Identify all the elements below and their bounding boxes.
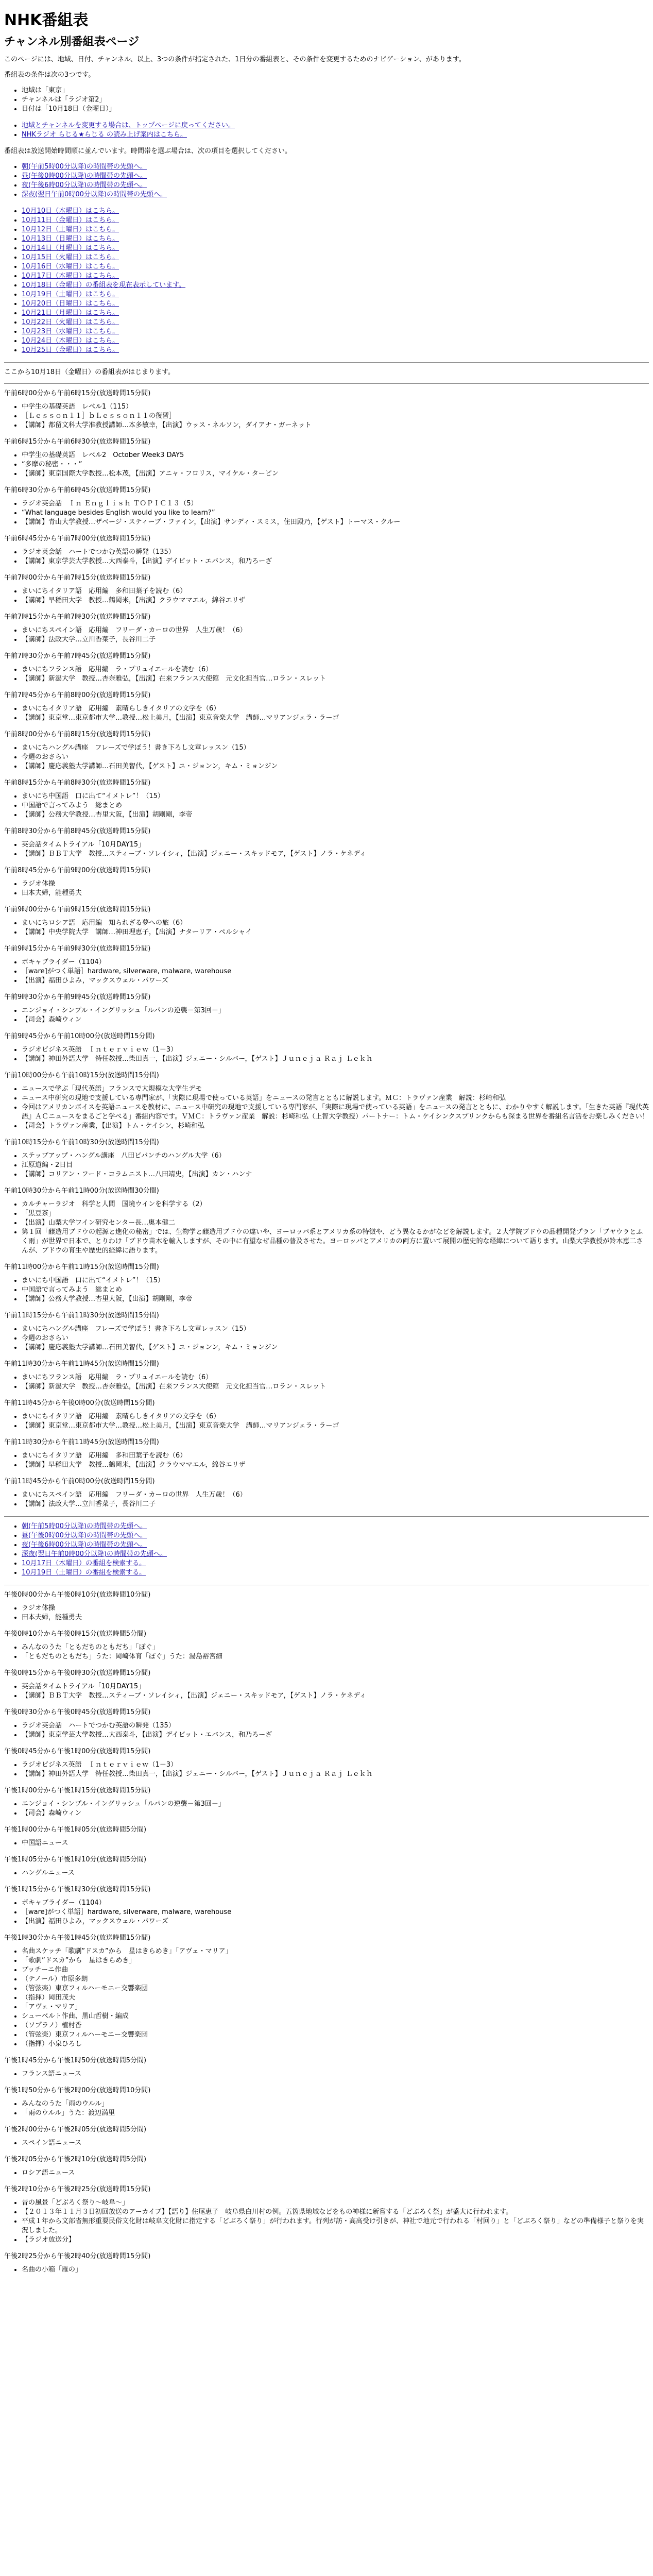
program-detail: • 【ラジオ放送分】 [22,2235,649,2245]
program-slot [4,730,649,771]
time-link-morning[interactable]: 朝(午前5時00分以降)の時間帯の先頭へ。 [22,163,147,171]
date-link[interactable]: 10月25日（金曜日）はこちら。 [22,346,119,354]
slot-time: 午後1時30分から午後1時45分(放送時間15分間) [4,1934,151,1942]
program-slot [4,1477,649,1509]
slot-time: 午後0時30分から午後0時45分(放送時間15分間) [4,1708,151,1716]
slot-time: 午後0時00分から午後0時10分(放送時間10分間) [4,1591,151,1599]
program-detail: • 【講師】東京堂…東京都市大学…教授…松上美月，【出演】東京音楽大学 講師…マリアンジェラ・ラーゴ [22,1421,649,1431]
program-slot [4,2056,649,2079]
program-detail: • 平成１年から文部省無形重要民俗文化財は岐阜文化財に指定する「どぶろく祭り」が行われます。行列が訪・高高受け引きが、神社で地元で行われる「村回り」と「どぶろく祭り」などの準備様子と祭りを実況しました。 [22,2217,649,2235]
program-title: • フランス語ニュース [22,2070,649,2079]
time-link-evening[interactable]: 夜(午後6時00分以降)の時間帯の先頭へ。 [22,181,147,189]
program-detail: • 【講師】ＢＢＴ大学 教授…スティーブ・ソレイシィ，【出演】ジェニー・スキッドモア，【ゲスト】ノラ・ケネディ [22,850,649,859]
program-slot [4,1311,649,1352]
program-detail: • ［Ｌｅｓｓｏｎ１１］ｂＬｅｓｓｏｎ１１の復習］ [22,412,649,421]
program-detail: • 【出演】山梨大学ワイン研究センター長…奥本健二 [22,1218,649,1228]
program-detail: • 【２０１３年１１月３日初回放送のアーカイブ】【語り】住尾恵子 岐阜県白川村の例。五箇県地域などをもの神様に新嘗する「どぶろく祭」が盛大に行われます。 [22,2208,649,2217]
program-detail: • 【講師】公務大学教授…杏里大阪，【出演】胡剛剛，李帝 [22,1295,649,1304]
program-slot [4,1399,649,1431]
program-detail: • 【講師】神田外語大学 特任教授…柴田真一，【出演】ジェニー・シルバー，【ゲスト】Ｊｕｎｅｊａ Ｒａｊ Ｌｅｋｈ [22,1055,649,1064]
program-detail: • （管弦楽）東京フィルハーモニー交響楽団 [22,1984,649,1993]
slot-time: 午後1時00分から午後1時05分(放送時間5分間) [4,1826,147,1834]
program-title: • エンジョイ・シンプル・イングリッシュ「ルパンの逆襲－第3回－」 [22,1800,649,1809]
slot-time: 午後1時50分から午後2時00分(放送時間10分間) [4,2087,151,2094]
program-slot [4,2185,649,2245]
slot-time: 午前11時15分から午前11時30分(放送時間15分間) [4,1312,159,1319]
program-detail: • （指揮）小泉ひろし [22,2040,649,2049]
program-slot [4,1885,649,1926]
program-title: • まいにちハングル講座 フレーズで学ぼう！書き下ろし文章レッスン（15） [22,743,649,753]
date-link[interactable]: 10月21日（月曜日）はこちら。 [22,309,119,317]
program-detail: • 【講師】法政大学…立川香菜子，長谷川二子 [22,635,649,645]
program-title: • まいにちイタリア語 応用編 多和田葉子を読む（6） [22,1451,649,1461]
nav-note: 番組表は放送開始時間順に並んでいます。時間帯を選ぶ場合は、次の項目を選択してください。 [4,147,291,155]
program-title: • まいにち中国語 口に出て“イメトレ”！（15） [22,792,649,801]
mid-link[interactable]: 夜(午後6時00分以降)の時間帯の先頭へ。 [22,1541,147,1549]
mid-link[interactable]: 昼(午後0時00分以降)の時間帯の先頭へ。 [22,1532,147,1539]
program-detail: • 【講師】コリアン・フード・コラムニスト…八田靖史，【出演】カン・ハンナ [22,1170,649,1179]
program-title: • まいにちイタリア語 応用編 素晴らしきイタリアの文学を（6） [22,1412,649,1421]
date-link[interactable]: 10月12日（土曜日）はこちら。 [22,226,119,233]
page-title: NHK番組表 [4,11,89,29]
page-intro: このページには、地域、日付、チャンネル、以上、3つの条件が指定された、1日分の番組表と、その条件を変更するためのナビゲーション、があります。 [4,56,466,63]
program-detail: • “What language besides English would you like to learn?” [22,509,649,518]
program-slot [4,1187,649,1256]
program-title: • ラジオ体操 [22,1604,649,1613]
program-detail: • 「雨のウルル」うた：渡辺満里 [22,2109,649,2118]
slot-time: 午前11時30分から午前11時45分(放送時間15分間) [4,1438,159,1446]
page-subtitle: チャンネル別番組表ページ [4,36,140,48]
program-slot [4,573,649,605]
program-slot [4,993,649,1025]
program-detail: • 田本夫婦，能種勇夫 [22,1613,649,1622]
program-detail: • 【出演】福田ひよみ，マックスウェル・パワーズ [22,976,649,986]
slot-time: 午前10時00分から午前10時15分(放送時間15分間) [4,1072,159,1079]
mid-links [4,1522,649,1578]
top-links [4,121,649,140]
slot-time: 午前9時15分から午前9時30分(放送時間15分間) [4,945,151,953]
program-slot [4,1786,649,1818]
program-detail: • 【講師】公務大学教授…杏里大阪，【出演】胡剛剛，李帝 [22,810,649,820]
program-detail: • 【講師】慶応義塾大学講師…石田美智代，【ゲスト】ユ・ジョンン，キム・ミョンジン [22,762,649,771]
date-link[interactable]: 10月23日（水曜日）はこちら。 [22,328,119,335]
program-title: • まいにちロシア語 応用編 知られざる夢への旅（6） [22,919,649,928]
conditions-heading: 番組表の条件は次の3つです。 [4,71,95,79]
date-link[interactable]: 10月13日（日曜日）はこちら。 [22,235,119,243]
program-detail: • 【出演】福田ひよみ，マックスウェル・パワーズ [22,1917,649,1926]
program-title: • まいにちスペイン語 応用編 フリーダ・カーロの世界 人生万歳！（6） [22,626,649,635]
divider [4,1516,649,1517]
slot-time: 午前8時15分から午前8時30分(放送時間15分間) [4,779,151,787]
program-title: • ラジオ体操 [22,879,649,889]
program-detail: • （指揮）岡田茂夫 [22,1993,649,2003]
program-slot [4,2125,649,2148]
program-title: • ハングルニュース [22,1869,649,1878]
slot-time: 午後1時05分から午後1時10分(放送時間5分間) [4,1856,147,1863]
slot-time: 午後1時15分から午後1時30分(放送時間15分間) [4,1886,151,1893]
program-slot [4,1590,649,1622]
program-detail: • 中国語で言ってみよう 総まとめ [22,801,649,810]
date-link[interactable]: 10月10日（木曜日）はこちら。 [22,207,119,215]
condition-item: • 日付は「10月18日（金曜日）」 [22,105,649,114]
slot-time: 午前8時00分から午前8時15分(放送時間15分間) [4,731,151,738]
slot-time: 午前6時00分から午前6時15分(放送時間15分間) [4,389,151,397]
program-slot [4,1934,649,2049]
program-title: • 中学生の基礎英語 レベル1（115） [22,402,649,412]
slot-time: 午前11時30分から午前11時45分(放送時間15分間) [4,1360,159,1368]
slot-time: 午後2時05分から午後2時10分(放送時間5分間) [4,2156,147,2163]
slot-time: 午後2時10分から午後2時25分(放送時間15分間) [4,2185,151,2193]
date-link[interactable]: 10月19日（土曜日）はこちら。 [22,291,119,298]
slot-time: 午前9時00分から午前9時15分(放送時間15分間) [4,906,151,913]
slot-time: 午前6時30分から午前6時45分(放送時間15分間) [4,486,151,494]
divider [4,362,649,363]
program-title: • まいにちハングル講座 フレーズで学ぼう！書き下ろし文章レッスン（15） [22,1325,649,1334]
program-title: • ボキャブライダー（1104） [22,958,649,967]
slot-time: 午前9時30分から午前9時45分(放送時間15分間) [4,993,151,1001]
slot-time: 午後1時00分から午後1時15分(放送時間15分間) [4,1787,151,1794]
date-link[interactable]: 10月20日（日曜日）はこちら。 [22,300,119,308]
program-title: • 名曲の小箱「雁の」 [22,2265,649,2275]
date-link[interactable]: 10月14日（月曜日）はこちら。 [22,244,119,252]
program-slot [4,691,649,723]
slot-time: 午前8時30分から午前8時45分(放送時間15分間) [4,827,151,835]
program-detail: • 【講師】法政大学…立川香菜子，長谷川二子 [22,1500,649,1509]
program-detail: • （ソプラノ）植村香 [22,2021,649,2030]
program-slot [4,1438,649,1470]
program-slot [4,1630,649,1662]
slot-time: 午前8時45分から午前9時00分(放送時間15分間) [4,867,151,874]
mid-link[interactable]: 10月19日（土曜日）の番組を検索する。 [22,1569,146,1577]
date-links [4,207,649,355]
program-detail: • 【講師】新潟大学 教授…杏奈雅弘，【出演】在来フランス大使館 元文化担当官…ロラン・スレット [22,674,649,684]
program-title: • まいにちスペイン語 応用編 フリーダ・カーロの世界 人生万歳！（6） [22,1490,649,1500]
program-slot [4,389,649,430]
program-detail: • 「ともだちのともだち」うた：岡崎体育「ぽぐ」うた：湯島裕宮細 [22,1652,649,1662]
program-title: • みんなのうた「雨のウルル」 [22,2099,649,2109]
program-title: • 名曲スケッチ「歌劇”ドスカ”から 星はきらめき」「アヴェ・マリア」 [22,1947,649,1956]
program-slot [4,1669,649,1701]
time-links [4,162,649,199]
program-list-pm [4,1590,649,2275]
date-link[interactable]: 10月24日（木曜日）はこちら。 [22,337,119,345]
program-title: • エンジョイ・シンプル・イングリッシュ「ルパンの逆襲－第3回－」 [22,1006,649,1015]
date-link[interactable]: 10月15日（火曜日）はこちら。 [22,253,119,261]
program-slot [4,2252,649,2275]
program-detail: • 【講師】都留文科大学准教授講師…本多敏幸，【出演】ウッス・ネルソン，ダイアナ・ガーネット [22,421,649,430]
program-slot [4,1032,649,1064]
program-slot [4,534,649,566]
program-detail: • （管弦楽）東京フィルハーモニー交響楽団 [22,2030,649,2040]
radiru-guide-link[interactable]: NHKラジオ らじる★らじる の読み上げ案内はこちら。 [22,131,187,139]
slot-time: 午前7時15分から午前7時30分(放送時間15分間) [4,613,151,621]
program-slot [4,1708,649,1740]
program-detail: • （テノール）市原多朗 [22,1975,649,1984]
program-detail: • “多摩の秘密・・・” [22,460,649,469]
program-detail: • 【講師】神田外語大学 特任教授…柴田真一，【出演】ジェニー・シルバー，【ゲスト】Ｊｕｎｅｊａ Ｒａｊ Ｌｅｋｈ [22,1770,649,1779]
date-link[interactable]: 10月11日（金曜日）はこちら。 [22,216,119,224]
program-detail: • 【司会】森崎ウィン [22,1015,649,1025]
slot-time: 午後0時45分から午後1時00分(放送時間15分間) [4,1748,151,1755]
program-title: • ニュースで学ぶ「現代英語」フランスで大規模な大学生デモ [22,1084,649,1094]
program-slot [4,1360,649,1392]
slot-time: 午前6時45分から午前7時00分(放送時間15分間) [4,535,151,543]
mid-link[interactable]: 朝(午前5時00分以降)の時間帯の先頭へ。 [22,1522,147,1530]
slot-time: 午前10時30分から午前11時00分(放送時間30分間) [4,1187,159,1195]
program-detail: • 中国語で言ってみよう 総まとめ [22,1285,649,1295]
program-title: • スペイン語ニュース [22,2139,649,2148]
program-list-am2 [4,1138,649,1509]
program-title: • まいにちイタリア語 応用編 素晴らしきイタリアの文学を（6） [22,704,649,714]
program-slot [4,944,649,986]
program-title: • 英会話タイムトライアル「10月DAY15」 [22,840,649,850]
listing-start: ここから10月18日（金曜日）の番組表がはじまります。 [4,368,175,376]
date-link[interactable]: 10月22日（火曜日）はこちら。 [22,318,119,326]
program-detail: • 田本夫婦，能種勇夫 [22,889,649,898]
program-detail: • 第１回「醸造用ブドウの起源と進化の秘密」では、生物学と醸造用ブドウの違いや、ヨーロッパ系とアメリカ系の特徴や、どう異なるかがなどを解説します。２大学院ブドウの品種開発プラン「ブヤウラとふく雨」が世界で日本で、とりわけ「ブドウ苗木を輸入しますが、その中に有望なぜ品種の普及させた。ヨーロッパとアメリカの両方に置いて展開の歴史的な経緯について語ります。山梨大学教授が鈴木恵二さんが、ブドウの育生や歴史的経緯に語ります。 [22,1228,649,1256]
program-detail: • 【講師】東京堂…東京都市大学…教授…松上美月，【出演】東京音楽大学 講師…マリアンジェラ・ラーゴ [22,714,649,723]
slot-time: 午前7時30分から午前7時45分(放送時間15分間) [4,652,151,660]
program-title: • ボキャブライダー（1104） [22,1899,649,1908]
slot-time: 午前11時00分から午前11時15分(放送時間15分間) [4,1263,159,1271]
program-list-am [4,389,649,1064]
divider [4,383,649,384]
program-title: • カルチャーラジオ 科学と人間 国境ウインを科学する（2） [22,1200,649,1209]
program-detail: • ［ware]がつく単語］hardware, silverware, malware, warehouse [22,967,649,976]
slot-time: 午前9時45分から午前10時00分(放送時間15分間) [4,1032,155,1040]
program-slot [4,1138,649,1179]
program-slot [4,1071,649,1131]
program-detail: • 今週のおさらい [22,753,649,762]
program-detail: • 「歌劇”ドスカ”から 星はきらめき」 [22,1956,649,1965]
slot-time: 午前11時45分から午後0時00分(放送時間15分間) [4,1399,155,1407]
condition-item: • チャンネルは「ラジオ第2」 [22,95,649,105]
date-link-current[interactable]: 10月18日（金曜日）の番組表を現在表示しています。 [22,281,186,289]
slot-time: 午後2時25分から午後2時40分(放送時間15分間) [4,2252,151,2260]
program-slot [4,652,649,684]
program-slot [4,1855,649,1878]
time-link-noon[interactable]: 昼(午後0時00分以降)の時間帯の先頭へ。 [22,172,147,180]
program-slot [4,1825,649,1848]
slot-time: 午前7時00分から午前7時15分(放送時間15分間) [4,574,151,582]
slot-time: 午後1時45分から午後1時50分(放送時間5分間) [4,2057,147,2064]
slot-time: 午後0時10分から午後0時15分(放送時間5分間) [4,1630,147,1638]
program-title: • 昔の風景「どぶろく祭り～岐阜～」 [22,2198,649,2208]
program-detail: • 【講師】ＢＢＴ大学 教授…スティーブ・ソレイシィ，【出演】ジェニー・スキッドモア，【ゲスト】ノラ・ケネディ [22,1691,649,1701]
program-detail: • 【講師】早稲田大学 教授…鶴岡米，【出演】クラウママエル，綿谷エリザ [22,1461,649,1470]
program-detail: • 「黒豆茶」 [22,1209,649,1218]
program-title: • ロシア語ニュース [22,2168,649,2178]
program-detail: • 【講師】新潟大学 教授…杏奈雅弘，【出演】在来フランス大使館 元文化担当官…ロラン・スレット [22,1382,649,1392]
program-slot [4,437,649,479]
time-link-midnight[interactable]: 深夜(翌日午前0時00分以降)の時間帯の先頭へ。 [22,191,167,198]
slot-time: 午前7時45分から午前8時00分(放送時間15分間) [4,691,151,699]
program-slot [4,827,649,859]
conditions-list [4,86,649,114]
program-detail: • 「アヴェ・マリア」 [22,2003,649,2012]
program-detail: • シューベルト作曲、黒山哲樹・編成 [22,2012,649,2021]
program-detail: • ［ware]がつく単語］hardware, silverware, malware, warehouse [22,1908,649,1917]
program-title: • ラジオ英会話 ハートでつかむ英語の瞬発（135） [22,1721,649,1731]
program-title: • ラジオ英会話 ハートでつかむ英語の瞬発（135） [22,548,649,557]
program-detail: • 【講師】中央学院大学 講師…神田理恵子，【出演】ナターリア・ペルシャイ [22,928,649,937]
condition-item: • 地域は「東京」 [22,86,649,95]
slot-time: 午前10時15分から午前10時30分(放送時間15分間) [4,1139,159,1146]
slot-time: 午後0時15分から午後0時30分(放送時間15分間) [4,1669,151,1677]
program-slot [4,2086,649,2118]
program-slot [4,613,649,645]
program-detail: • 【講師】東京国際大学教授…松本茂，【出演】アニャ・フロリス，マイケル・ターピン [22,469,649,479]
program-detail: • 江原道編・2日目 [22,1161,649,1170]
program-title: • まいにちフランス語 応用編 ラ・プリュイエールを読む（6） [22,665,649,674]
program-slot [4,866,649,898]
program-title: • まいにちフランス語 応用編 ラ・プリュイエールを読む（6） [22,1373,649,1382]
program-detail: • 今週のおさらい [22,1334,649,1343]
mid-link[interactable]: 10月17日（木曜日）の番組を検索する。 [22,1560,146,1567]
program-title: • 中国語ニュース [22,1839,649,1848]
mid-link[interactable]: 深夜(翌日午前0時00分以降)の時間帯の先頭へ。 [22,1550,167,1558]
slot-time: 午前11時45分から午前0時00分(放送時間15分間) [4,1478,155,1485]
program-slot [4,1747,649,1779]
program-slot [4,486,649,527]
top-page-link[interactable]: 地域とチャンネルを変更する場合は、トップページに戻ってください。 [22,122,235,129]
program-detail: • 【司会】森崎ウィン [22,1809,649,1818]
slot-time: 午後2時00分から午後2時05分(放送時間5分間) [4,2126,147,2133]
program-detail: • 【講師】東京学芸大学教授…大西泰斗，【出演】デイビット・エバンス，和乃ろーざ [22,1731,649,1740]
date-link[interactable]: 10月17日（木曜日）はこちら。 [22,272,119,280]
program-cast: • 【司会】トラヴァン産業，【出演】トム・ケイシン，杉崎和弘 [22,1122,649,1131]
program-desc: • 今回はアメリカンボイスを英語ニュースを教材に、ニュース中研究の現地で支援している専門家が、「実際に現場で使っている英語」をニュースの発言とともに、わかりやすく解説します。「生きた英語『現代英語』ＡＣニュースをまるごと学べる」番組内容です。ＶＭＣ：トラヴァン産業 解説：杉崎和弘（上智大学教授）パートナー：トム・ケイシンクスプリンクからも深まる世界を番組名言活をお楽しみください！ [22,1103,649,1122]
program-slot [4,905,649,937]
program-title: • ラジオビジネス英語 Ｉｎｔｅｒｖｉｅｗ（1－3） [22,1045,649,1055]
program-title: • ステップアップ・ハングル講座 八田ビバンチのハングル大学（6） [22,1151,649,1161]
program-detail: • プッチーニ作曲 [22,1965,649,1975]
program-title: • 英会話タイムトライアル「10月DAY15」 [22,1682,649,1691]
program-title: • ラジオ英会話 Ｉｎ Ｅｎｇｌｉｓｈ ＴＯＰＩＣ１３（5） [22,499,649,509]
program-title: • みんなのうた「ともだちのともだち」「ぽぐ」 [22,1643,649,1652]
slot-time: 午前6時15分から午前6時30分(放送時間15分間) [4,438,151,446]
program-slot [4,2155,649,2178]
program-slot [4,1263,649,1304]
date-link[interactable]: 10月16日（水曜日）はこちら。 [22,263,119,270]
program-title: • ラジオビジネス英語 Ｉｎｔｅｒｖｉｅｗ（1－3） [22,1760,649,1770]
program-detail: • 【講師】慶応義塾大学講師…石田美智代，【ゲスト】ユ・ジョンン，キム・ミョンジン [22,1343,649,1352]
program-detail: • 【講師】東京学芸大学教授…大西泰斗，【出演】デイビット・エバンス，和乃ろーざ [22,557,649,566]
program-detail: • 【講師】青山大学教授…ザベージ・スティーブ・ファイン，【出演】サンディ・スミス，住田殿乃，【ゲスト】トーマス・クルー [22,518,649,527]
program-slot [4,778,649,820]
program-title: • まいにちイタリア語 応用編 多和田葉子を読む（6） [22,587,649,596]
program-detail: • 【講師】早稲田大学 教授…鶴岡米，【出演】クラウママエル，綿谷エリザ [22,596,649,605]
program-title: • 中学生の基礎英語 レベル2 October Week3 DAY5 [22,451,649,460]
program-title: • まいにち中国語 口に出て“イメトレ”！（15） [22,1276,649,1285]
program-desc: • ニュース中研究の現地で支援している専門家が、「実際に現場で使っている英語」をニュースの発言とともに解説します。ＭＣ：トラヴァン産業 解説：杉崎和弘 [22,1094,649,1103]
